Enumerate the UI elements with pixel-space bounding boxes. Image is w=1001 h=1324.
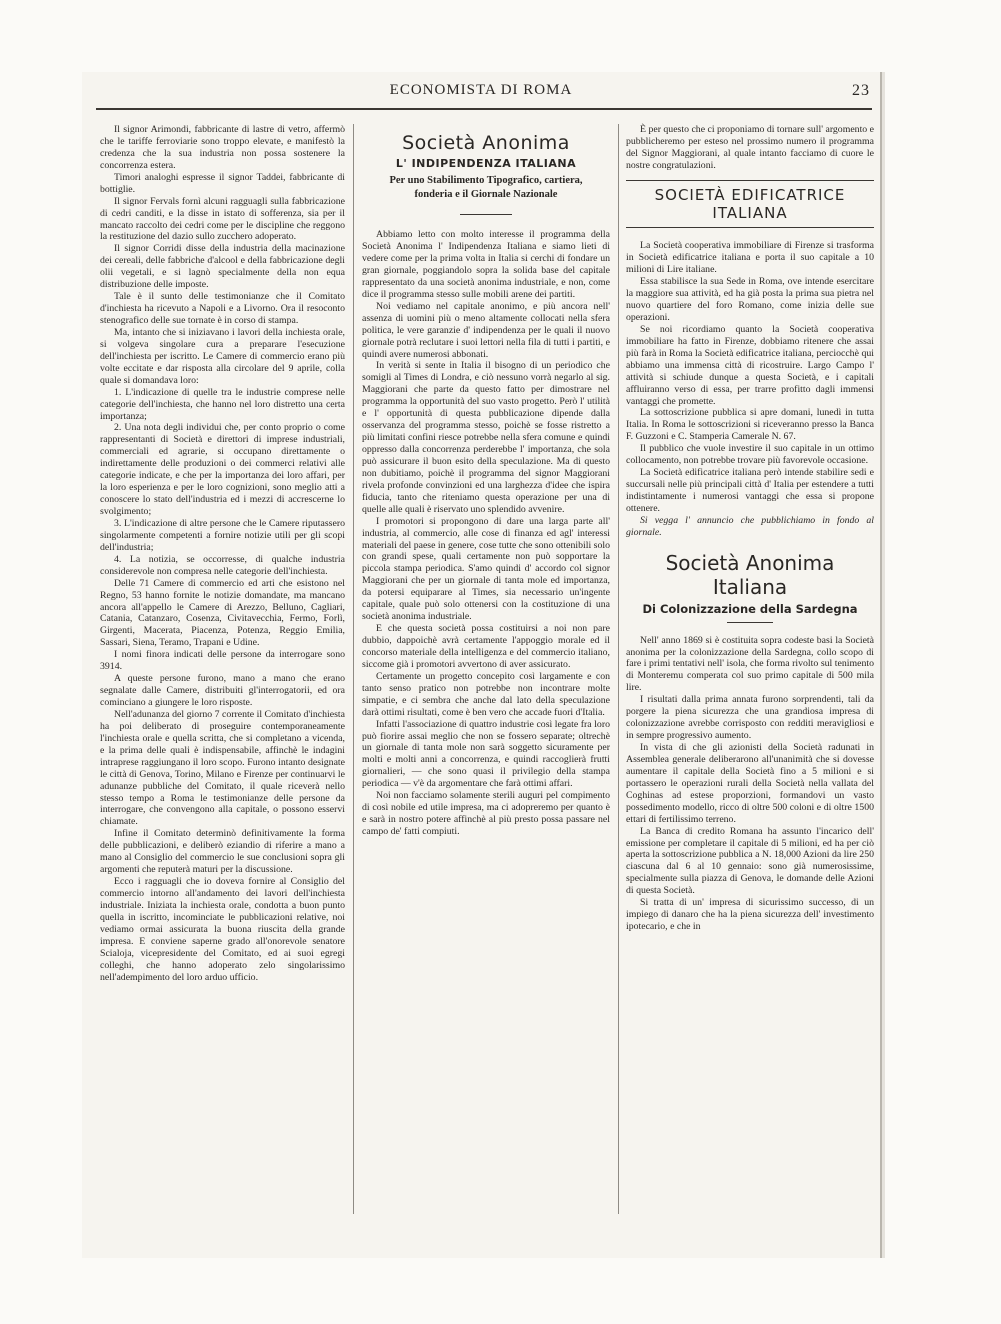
article-headline: Società Anonima Italiana [665,550,835,600]
paragraph: È per questo che ci proponiamo di tornare sull' argomento e pubblicheremo per esteso nel prossimo numero il programma del Signor Maggiorani, al quale intanto facciamo di cuore le nostre congratulazioni. [626,124,874,171]
paragraph: I promotori si propongono di dare una larga parte all' industria, al commercio, alle cose di finanza ed agl' interessi materiali del paese in genere, cose tutte che sono ottenibili solo con grandi spese, quali certamente non può sopportare la piccola stampa periodica. S'amo quindi d' accordo col signor Maggiorani che per un giornale di tanta mole ed importanza, da potersi equiparare al Times, sia necessario un'ingente capitale, quale può solo ottenersi con la costituzione di una società anonima industriale. [362,515,610,623]
paragraph: La Società cooperativa immobiliare di Firenze si trasforma in Società edificatrice italiana e porta il suo capitale a 10 milioni di Lire italiane. [626,240,874,276]
article-subhead: fonderia e il Giornale Nazionale [414,189,558,201]
column-divider [618,124,619,1214]
paragraph: Delle 71 Camere di commercio ed arti che esistono nel Regno, 53 hanno fornite le notizie domandate, ma mancano ancora all'appello le Camere di Arezzo, Belluno, Cagliari, Catania, Catanzaro, Cosenza, Civitavecchia, Fermo, Forlì, Girgenti, Macerata, Piacenza, Potenza, Reggio Emilia, Sassari, Siena, Teramo, Trapani e Udine. [100,577,345,649]
paragraph: 1. L'indicazione di quelle tra le industrie comprese nelle categorie dell'inchiesta, che hanno nel loro distretto una certa importanza; [100,386,345,422]
article-headline-secondary: L' INDIPENDENZA ITALIANA [395,157,577,171]
newspaper-page [82,72,882,1258]
paragraph: La Banca di credito Romana ha assunto l'incarico dell' emissione per completare il capitale di 5 milioni, ed ha per ciò aperta la sottoscrizione pubblica a N. 18,000 Azioni da lire 250 ciascuna dal 6 al 10 gennaio: sono già numerosissime, specialmente sulla piazza di Genova, le domande delle Azioni di questa Società. [626,825,874,897]
paragraph: Se noi ricordiamo quanto la Società cooperativa immobiliare ha fatto in Firenze, dobbiamo ritenere che assai più farà in Roma la Società edificatrice italiana, perciocchè qui abbiamo una immensa città di ricostruire. Largo Campo l' attività si schiude dunque a questa Società, e i capitali affluiranno verso di essa, per trarre profitto dagli immensi vantaggi che promette. [626,323,874,407]
paragraph: 4. La notizia, se occorresse, di qualche industria considerevole non compresa nelle categorie dell'inchiesta. [100,553,345,577]
paragraph: 2. Una nota degli individui che, per conto proprio o come rappresentanti di Società e direttori di imprese industriali, commerciali ed agrarie, si occupano direttamente o indirettamente delle produzioni o dei commerci relativi alle categorie indicate, e che per la importanza dei loro affari, per la loro esperienza e per le loro cognizioni, sono meglio atti a conoscere lo stato dell'industria ed i mezzi di accrescerne lo svolgimento; [100,422,345,517]
section-rule [727,622,773,623]
article-subhead: Per uno Stabilimento Tipografico, cartiera, [389,174,583,186]
column-2 [362,124,610,1210]
paragraph: Essa stabilisce la sua Sede in Roma, ove intende esercitare la maggiore sua attività, ed ha già posta la prima sua pietra nel nuovo quartiere del foro Romano, come inizia delle sue operazioni. [626,276,874,323]
paragraph: Si tratta di un' impresa di sicurissimo successo, di un impiego di danaro che ha la piena sicurezza dell' investimento ipotecario, e che in [626,897,874,933]
section-rule [460,214,512,215]
page-number: 23 [852,82,870,99]
paragraph: Il pubblico che vuole investire il suo capitale in un ottimo collocamento, non potrebbe trovare più favorevole occasione. [626,443,874,467]
paragraph: Certamente un progetto concepito così largamente e con tanto senso pratico non potrebbe non incontrare molte simpatie, e ci sembra che anche dal lato della speculazione darà ottimi risultati, come è ben vero che accade fuori d'Italia. [362,670,610,718]
paragraph: La Società edificatrice italiana però intende stabilire sedi e succursali nelle più principali città d' Italia per estendere a tutti indistintamente i numerosi vantaggi che essa si propone ottenere. [626,467,874,514]
journal-title: ECONOMISTA DI ROMA [389,82,573,98]
paragraph: In vista di che gli azionisti della Società radunati in Assemblea generale deliberarono all'unanimità che si dovesse aumentare il capitale della Società fino a 5 milioni e si portassero le operazioni rurali della Società nella vallata del Coghinas ad estese proporzioni, formandovi un vasto possedimento modello, ricco di oltre 500 coloni e di oltre 1500 ettari di fertilissimo terreno. [626,742,874,825]
header-rule [96,108,872,110]
column-divider [353,124,354,1214]
paragraph: Noi non facciamo solamente sterili auguri pel compimento di così nobile ed utile impresa, ma ci adopreremo per quanto è e sarà in nostro potere affinchè al più presto possa passare nel campo de' fatti compiuti. [362,790,610,838]
column-3 [626,124,874,1210]
paragraph: Tale è il sunto delle testimonianze che il Comitato d'inchiesta ha ricevuto a Napoli e a Livorno. Ora il resoconto stenografico delle sue tornate è in corso di stampa. [100,291,345,326]
paragraph: In verità si sente in Italia il bisogno di un periodico che somigli al Times di Londra, e ciò nessuno vorrà negarlo al sig. Maggiorani che parte da questo fatto per dimostrare nel programma la opportunità del suo vasto progetto. Però l' utilità e l' opportunità di questa pubblicazione dipende dalla osservanza del programma stesso, poichè se fosse ristretto a più limitati confini riesce potrebbe nella sfera comune e quindi oppresso dalla concorrenza perderebbe l' importanza, che sola può assicurare il buon esito della speculazione. Ma di questo non dubitiamo, poichè il programma del signor Maggiorani rivela profonde convinzioni ed una larghezza d'idee che ispira fiducia, tanto che riteniamo questa operazione per una di quelle alle quali è riservato uno splendido avvenire. [362,360,610,515]
running-head [82,82,880,102]
paragraph: Il signor Fervals fornì alcuni ragguagli sulla fabbricazione di cedri canditi, e la disse in istato di sofferenza, sia per il mancato raccolto dei cedri come per le discipline che reggono la restituzione del dazio sullo zucchero adoperato. [100,195,345,243]
section-title: SOCIETÀ EDIFICATRICE ITALIANA [626,180,874,229]
paragraph: La sottoscrizione pubblica si apre domani, lunedì in tutta Italia. In Roma le sottoscrizioni si riceveranno presso la Banca F. Guzzoni e C. Stamperia Camerale N. 67. [626,407,874,443]
paragraph: E che questa società possa costituirsi a noi non pare dubbio, dappoichè avrà certamente l'appoggio morale ed il concorso materiale della intelligenza e del commercio italiano, siccome già i promotori avvertono di aver assicurato. [362,623,610,670]
paragraph: Infatti l'associazione di quattro industrie così legate fra loro può fiorire assai meglio che non se fossero separate; oltrechè un giornale di tanta mole non sarà soggetto sicuramente per molti e molti anni a concorrenza, e quindi raccoglierà frutti giornalieri, — che sono quasi il privilegio della stampa periodica — v'è da argomentare che farà ottimi affari. [362,718,610,790]
paragraph: Noi vediamo nel capitale anonimo, e più ancora nell' assenza di uomini più o meno altamente collocati nella sfera politica, le vere garanzie d' indipendenza per le quali il nuovo giornale potrà reclutare i suoi lettori nella fila di tutti i partiti, e quindi avere numerosi abbonati. [362,300,610,360]
paragraph: Ecco i ragguagli che io doveva fornire al Consiglio del commercio intorno all'andamento dei lavori dell'inchiesta industriale. Iniziata la inchiesta orale, condotta a buon punto quella in iscritto, incominciate le pubblicazioni relative, noi vediamo ormai assicurata la buona riuscita della grande impresa. E conviene saperne grado all'onorevole senatore Scialoja, vicepresidente del Comitato, ed ai suoi egregi colleghi, che hanno adoperato zelo singolarissimo nell'adempimento del loro arduo ufficio. [100,876,345,983]
note: Si vegga l' annuncio che pubblichiamo in fondo al giornale. [626,514,874,538]
paragraph: Abbiamo letto con molto interesse il programma della Società Anonima l' Indipendenza Italiana e siamo lieti di vedere come per la prima volta in Italia si cerchi di fondare un gran giornale, poggiandolo sopra la solida base del capitale rappresentato da una società anonima industriale, e non, come dice il programma stesso sulle mobili arene dei partiti. [362,229,610,300]
paragraph: A queste persone furono, mano a mano che erano segnalate dalle Camere, distribuiti gl'interrogatorii, ed ora cominciano a giungere le loro risposte. [100,673,345,708]
column-1 [100,124,345,1210]
paragraph: Nell'adunanza del giorno 7 corrente il Comitato d'inchiesta ha poi deliberato di proseguire contemporaneamente l'inchiesta orale e quella scritta, che si completano a vicenda, e la prima delle quali è indispensabile, affinchè le indagini intraprese raggiungano il loro scopo. Furono intanto designate le città di Genova, Torino, Milano e Firenze per continuarvi le adunanze pubbliche del Comitato, il quale riceverà nello stesso tempo a Roma le testimonianze delle persone da interrogare, che convengono alla capitale, o possono esservi chiamate. [100,708,345,828]
paragraph: I nomi finora indicati delle persone da interrogare sono 3914. [100,649,345,673]
paragraph: Il signor Arimondi, fabbricante di lastre di vetro, affermò che le tariffe ferroviarie sono troppo elevate, e manifestò la credenza che la sua industria non possa sostenere la concorrenza estera. [100,124,345,171]
article-headline: Società Anonima [402,132,570,154]
paragraph: Nell' anno 1869 si è costituita sopra codeste basi la Società anonima per la colonizzazione della Sardegna, collo scopo di fare i primi tentativi nell' isola, che forma rivolto sul tenimento di Monteremu comperata col suo primo capitale di 500 mila lire. [626,634,874,694]
paragraph: Infine il Comitato determinò definitivamente la forma delle pubblicazioni, e deliberò eziandio di riferire a mano a mano al Consiglio del commercio le sue conclusioni sopra gli argomenti che reputerà maturi per la discussione. [100,828,345,876]
article-subhead: Di Colonizzazione della Sardegna [642,601,858,616]
paragraph: 3. L'indicazione di altre persone che le Camere riputassero singolarmente competenti a fornire notizie utili per gli scopi dell'industria; [100,517,345,553]
paragraph: Il signor Corridi disse della industria della macinazione dei cereali, delle fabbriche d'alcool e della fabbricazione degli olii vegetali, e si lagnò specialmente della non equa distribuzione delle imposte. [100,243,345,291]
paragraph: Timori analoghi espresse il signor Taddei, fabbricante di bottiglie. [100,171,345,195]
paragraph: Ma, intanto che si iniziavano i lavori della inchiesta orale, si volgeva singolare cura a preparare l'esecuzione dell'inchiesta per iscritto. Le Camere di commercio erano più volte eccitate e dar risposta alla circolare del 9 aprile, colla quale si domandava loro: [100,326,345,386]
paragraph: I risultati dalla prima annata furono sorprendenti, tali da porgere la piena sicurezza che una grandiosa impresa di colonizzazione avrebbe corrisposto con redditi meravigliosi e in sempre progressivo aumento. [626,694,874,742]
